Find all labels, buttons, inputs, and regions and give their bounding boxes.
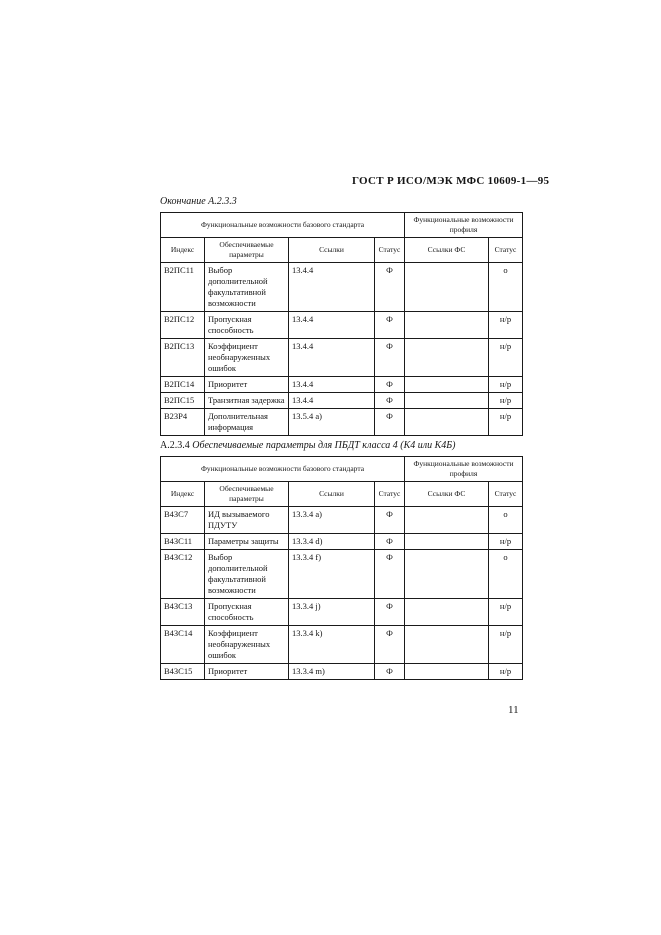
table-column-header-row xyxy=(161,238,523,263)
col-header-status-profile: Статус xyxy=(489,238,523,263)
table-row xyxy=(161,409,523,436)
table-column-header-row xyxy=(161,482,523,507)
col-header-fs-refs: Ссылки ФС xyxy=(405,238,489,263)
table-group-header-row xyxy=(161,213,523,238)
row-status-profile: о xyxy=(489,507,523,534)
row-param: Коэффициент необнаруженных ошибок xyxy=(205,626,289,664)
group-header-base: Функциональные возможности базового стандарта xyxy=(161,213,405,238)
group-header-profile: Функциональные возможности профиля xyxy=(405,213,523,238)
row-fs-ref xyxy=(405,626,489,664)
row-param: Коэффициент необнаруженных ошибок xyxy=(205,339,289,377)
row-fs-ref xyxy=(405,263,489,312)
row-fs-ref xyxy=(405,393,489,409)
row-ref: 13.3.4 k) xyxy=(289,626,375,664)
table-row xyxy=(161,312,523,339)
row-index: В4ЗС15 xyxy=(161,664,205,680)
row-index: В2ПС11 xyxy=(161,263,205,312)
row-status-profile: н/р xyxy=(489,377,523,393)
table-2-body xyxy=(161,457,523,680)
table-row xyxy=(161,550,523,599)
row-status: Ф xyxy=(375,263,405,312)
row-ref: 13.3.4 j) xyxy=(289,599,375,626)
row-param: Транзитная задержка xyxy=(205,393,289,409)
row-status: Ф xyxy=(375,339,405,377)
row-ref: 13.3.4 a) xyxy=(289,507,375,534)
row-status: Ф xyxy=(375,599,405,626)
row-status: Ф xyxy=(375,550,405,599)
group-header-base: Функциональные возможности базового стандарта xyxy=(161,457,405,482)
table-continuation-caption: Окончание А.2.3.3 xyxy=(160,196,237,207)
row-ref: 13.4.4 xyxy=(289,339,375,377)
row-status: Ф xyxy=(375,507,405,534)
capabilities-table-1 xyxy=(160,212,523,436)
row-status-profile: н/р xyxy=(489,409,523,436)
table-group-header-row xyxy=(161,457,523,482)
row-status-profile: н/р xyxy=(489,534,523,550)
row-status-profile: н/р xyxy=(489,664,523,680)
table-row xyxy=(161,339,523,377)
row-status: Ф xyxy=(375,626,405,664)
row-status-profile: о xyxy=(489,263,523,312)
row-index: В4ЗС14 xyxy=(161,626,205,664)
row-status: Ф xyxy=(375,377,405,393)
row-status: Ф xyxy=(375,409,405,436)
row-status: Ф xyxy=(375,312,405,339)
row-index: В2ПС12 xyxy=(161,312,205,339)
table-row xyxy=(161,534,523,550)
table-row xyxy=(161,507,523,534)
row-fs-ref xyxy=(405,312,489,339)
row-index: В4ЗС7 xyxy=(161,507,205,534)
col-header-refs: Ссылки xyxy=(289,238,375,263)
row-fs-ref xyxy=(405,339,489,377)
capabilities-table-2 xyxy=(160,456,523,680)
table-1-body xyxy=(161,213,523,436)
section-caption xyxy=(160,440,455,451)
row-ref: 13.4.4 xyxy=(289,263,375,312)
col-header-fs-refs: Ссылки ФС xyxy=(405,482,489,507)
row-ref: 13.4.4 xyxy=(289,393,375,409)
row-ref: 13.3.4 d) xyxy=(289,534,375,550)
row-param: Пропускная способность xyxy=(205,599,289,626)
row-param: Приоритет xyxy=(205,664,289,680)
row-param: Параметры защиты xyxy=(205,534,289,550)
row-param: Выбор дополнительной факультативной возможности xyxy=(205,550,289,599)
row-ref: 13.5.4 а) xyxy=(289,409,375,436)
row-status-profile: н/р xyxy=(489,626,523,664)
row-fs-ref xyxy=(405,550,489,599)
col-header-status-profile: Статус xyxy=(489,482,523,507)
row-fs-ref xyxy=(405,377,489,393)
table-row xyxy=(161,599,523,626)
row-fs-ref xyxy=(405,507,489,534)
col-header-status: Статус xyxy=(375,482,405,507)
row-param: Пропускная способность xyxy=(205,312,289,339)
row-index: В2ЗР4 xyxy=(161,409,205,436)
row-status: Ф xyxy=(375,664,405,680)
row-status-profile: н/р xyxy=(489,339,523,377)
row-status: Ф xyxy=(375,534,405,550)
table-row xyxy=(161,393,523,409)
col-header-index: Индекс xyxy=(161,238,205,263)
section-title: Обеспечиваемые параметры для ПБДТ класса 4 (К4 или К4Б) xyxy=(192,440,456,451)
col-header-refs: Ссылки xyxy=(289,482,375,507)
row-index: В4ЗС12 xyxy=(161,550,205,599)
table-row xyxy=(161,377,523,393)
row-param: ИД вызываемого ПДУТУ xyxy=(205,507,289,534)
row-param: Выбор дополнительной факультативной возможности xyxy=(205,263,289,312)
row-index: В4ЗС11 xyxy=(161,534,205,550)
table-row xyxy=(161,664,523,680)
row-status-profile: н/р xyxy=(489,599,523,626)
row-index: В2ПС13 xyxy=(161,339,205,377)
row-index: В4ЗС13 xyxy=(161,599,205,626)
section-number: А.2.3.4 xyxy=(160,440,190,451)
row-ref: 13.3.4 f) xyxy=(289,550,375,599)
row-status-profile: н/р xyxy=(489,312,523,339)
row-param: Приоритет xyxy=(205,377,289,393)
row-index: В2ПС15 xyxy=(161,393,205,409)
row-status-profile: о xyxy=(489,550,523,599)
col-header-index: Индекс xyxy=(161,482,205,507)
group-header-profile: Функциональные возможности профиля xyxy=(405,457,523,482)
table-row xyxy=(161,263,523,312)
row-status: Ф xyxy=(375,393,405,409)
page-number: 11 xyxy=(508,704,519,716)
row-fs-ref xyxy=(405,664,489,680)
row-fs-ref xyxy=(405,534,489,550)
row-fs-ref xyxy=(405,599,489,626)
row-status-profile: н/р xyxy=(489,393,523,409)
row-ref: 13.4.4 xyxy=(289,377,375,393)
document-header: ГОСТ Р ИСО/МЭК МФС 10609-1—95 xyxy=(352,175,550,187)
row-ref: 13.4.4 xyxy=(289,312,375,339)
col-header-params: Обеспечиваемые параметры xyxy=(205,238,289,263)
col-header-status: Статус xyxy=(375,238,405,263)
row-index: В2ПС14 xyxy=(161,377,205,393)
row-ref: 13.3.4 m) xyxy=(289,664,375,680)
col-header-params: Обеспечиваемые параметры xyxy=(205,482,289,507)
table-row xyxy=(161,626,523,664)
row-fs-ref xyxy=(405,409,489,436)
row-param: Дополнительная информация xyxy=(205,409,289,436)
